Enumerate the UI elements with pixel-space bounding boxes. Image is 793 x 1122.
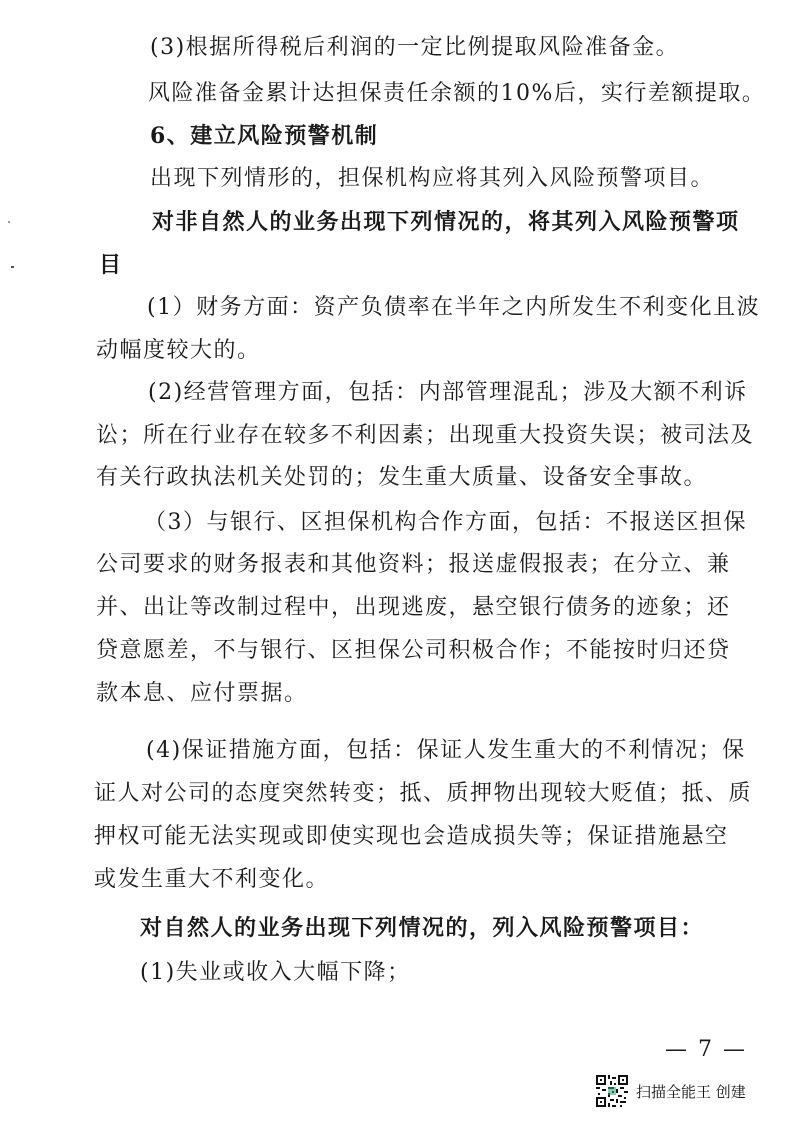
- text-line-20: 或发生重大不利变化。: [94, 867, 330, 892]
- text-line-1: (3)根据所得税后利润的一定比例提取风险准备金。: [150, 35, 680, 60]
- qr-code-icon: [596, 1075, 628, 1107]
- text-line-22: (1)失业或收入大幅下降；: [140, 960, 411, 985]
- text-line-19: 押权可能无法实现或即使实现也会造成损失等；保证措施悬空: [94, 824, 729, 849]
- margin-mark: [8, 221, 10, 223]
- page-number: — 7 —: [665, 1037, 747, 1062]
- text-line-7: (1）财务方面：资产负债率在半年之内所发生不利变化且波: [147, 295, 761, 320]
- text-line-17: (4)保证措施方面，包括：保证人发生重大的不利情况；保: [146, 738, 746, 763]
- text-line-15: 贷意愿差，不与银行、区担保公司积极合作；不能按时归还贷: [96, 638, 731, 663]
- text-line-8: 动幅度较大的。: [96, 338, 261, 363]
- text-line-10: 讼；所在行业存在较多不利因素；出现重大投资失误；被司法及: [96, 423, 755, 448]
- subheading-non-natural-person: 对非自然人的业务出现下列情况的，将其列入风险预警项: [152, 209, 740, 235]
- text-line-13: 公司要求的财务报表和其他资料；报送虚假报表；在分立、兼: [96, 552, 731, 577]
- text-line-4: 出现下列情形的，担保机构应将其列入风险预警项目。: [150, 166, 715, 191]
- scanner-watermark-label: 扫描全能王 创建: [636, 1082, 746, 1101]
- subheading-natural-person: 对自然人的业务出现下列情况的，列入风险预警项目：: [140, 915, 705, 941]
- text-line-12: （3）与银行、区担保机构合作方面，包括：不报送区担保: [144, 510, 747, 535]
- text-line-11: 有关行政执法机关处罚的；发生重大质量、设备安全事故。: [96, 465, 708, 490]
- text-line-16: 款本息、应付票据。: [96, 681, 308, 706]
- text-line-14: 并、出让等改制过程中，出现逃废，悬空银行债务的迹象；还: [96, 595, 731, 620]
- text-line-9: (2)经营管理方面，包括：内部管理混乱；涉及大额不利诉: [148, 380, 748, 405]
- section-heading: 6、建立风险预警机制: [150, 123, 379, 149]
- text-line-2: 风险准备金累计达担保责任余额的10%后，实行差额提取。: [148, 81, 766, 106]
- subheading-non-natural-person-cont: 目: [99, 252, 123, 278]
- text-line-18: 证人对公司的态度突然转变；抵、质押物出现较大贬值；抵、质: [94, 781, 753, 806]
- scanner-watermark: [596, 1074, 746, 1108]
- margin-mark: [11, 266, 14, 268]
